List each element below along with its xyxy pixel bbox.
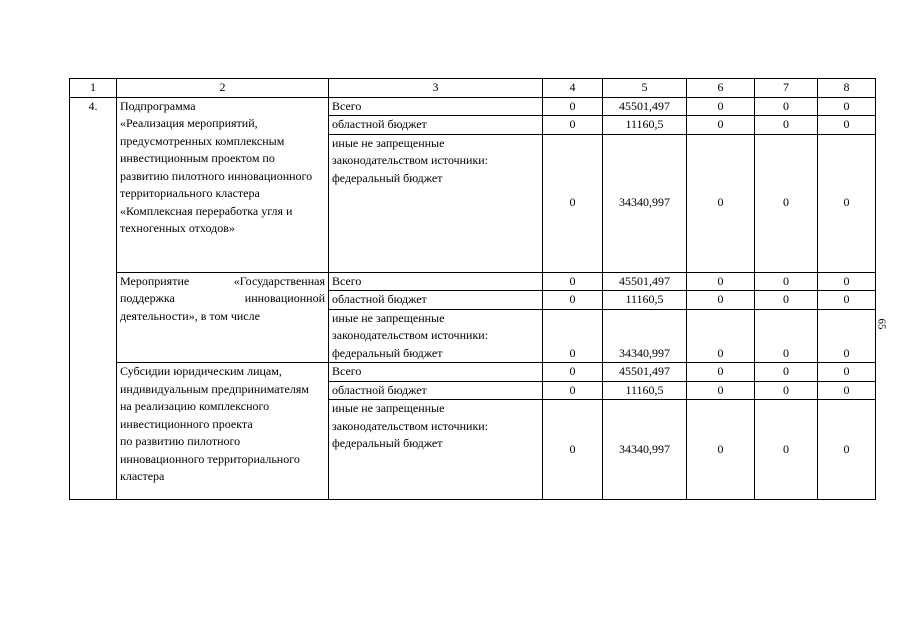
value-cell: 34340,997 (603, 400, 687, 500)
value-cell: 0 (818, 363, 876, 382)
subsidy-name: Субсидии юридическим лицам, индивидуальным предпринимателям на реализацию комплексного инвестиционного проекта по развитию пилотного инновационного территориального кластера (117, 363, 329, 500)
value-cell: 0 (543, 116, 603, 135)
source-cell: иные не запрещенные законодательством источники: федеральный бюджет (329, 134, 543, 272)
value-cell: 0 (687, 272, 755, 291)
value-cell: 0 (687, 309, 755, 363)
value-cell: 0 (755, 272, 818, 291)
header-cell: 3 (329, 79, 543, 98)
header-cell: 8 (818, 79, 876, 98)
value-cell: 0 (818, 381, 876, 400)
value-cell: 45501,497 (603, 97, 687, 116)
source-cell: Всего (329, 363, 543, 382)
value-cell: 0 (755, 116, 818, 135)
value-cell: 34340,997 (603, 134, 687, 272)
value-cell: 0 (687, 97, 755, 116)
table-row (70, 272, 876, 291)
header-cell: 2 (117, 79, 329, 98)
source-cell: Всего (329, 272, 543, 291)
value-cell: 0 (687, 363, 755, 382)
value-cell: 0 (755, 309, 818, 363)
value-cell: 0 (818, 97, 876, 116)
value-cell: 45501,497 (603, 272, 687, 291)
value-cell: 0 (687, 291, 755, 310)
value-cell: 11160,5 (603, 381, 687, 400)
header-cell: 1 (70, 79, 117, 98)
value-cell: 0 (818, 116, 876, 135)
source-cell: областной бюджет (329, 381, 543, 400)
row-number: 4. (70, 97, 117, 500)
header-cell: 6 (687, 79, 755, 98)
header-cell: 4 (543, 79, 603, 98)
budget-table (69, 78, 876, 500)
value-cell: 0 (818, 291, 876, 310)
source-cell: областной бюджет (329, 291, 543, 310)
value-cell: 0 (543, 97, 603, 116)
value-cell: 11160,5 (603, 116, 687, 135)
table-row (70, 97, 876, 116)
value-cell: 0 (543, 400, 603, 500)
value-cell: 0 (543, 272, 603, 291)
value-cell: 0 (818, 400, 876, 500)
value-cell: 0 (543, 381, 603, 400)
value-cell: 0 (818, 309, 876, 363)
source-cell: иные не запрещенные законодательством источники: федеральный бюджет (329, 400, 543, 500)
value-cell: 0 (687, 116, 755, 135)
value-cell: 0 (543, 363, 603, 382)
value-cell: 45501,497 (603, 363, 687, 382)
header-cell: 5 (603, 79, 687, 98)
value-cell: 0 (543, 134, 603, 272)
header-row (70, 79, 876, 98)
value-cell: 0 (755, 97, 818, 116)
value-cell: 0 (755, 381, 818, 400)
page-number: 65 (875, 318, 888, 330)
source-cell: иные не запрещенные законодательством источники: федеральный бюджет (329, 309, 543, 363)
value-cell: 34340,997 (603, 309, 687, 363)
program-name: Подпрограмма «Реализация мероприятий, предусмотренных комплексным инвестиционным проектом по развитию пилотного инновационного территориального кластера «Комплексная переработка угля и техногенных отходов» (117, 97, 329, 272)
value-cell: 0 (543, 291, 603, 310)
value-cell: 0 (755, 363, 818, 382)
value-cell: 0 (687, 134, 755, 272)
source-cell: Всего (329, 97, 543, 116)
value-cell: 0 (755, 400, 818, 500)
source-cell: областной бюджет (329, 116, 543, 135)
value-cell: 0 (687, 400, 755, 500)
header-cell: 7 (755, 79, 818, 98)
measure-name: Мероприятие «Государственная поддержка инновационной деятельности», в том числе (117, 272, 329, 363)
value-cell: 0 (687, 381, 755, 400)
value-cell: 0 (818, 272, 876, 291)
value-cell: 0 (755, 291, 818, 310)
value-cell: 0 (543, 309, 603, 363)
value-cell: 11160,5 (603, 291, 687, 310)
table-row (70, 363, 876, 382)
value-cell: 0 (755, 134, 818, 272)
value-cell: 0 (818, 134, 876, 272)
